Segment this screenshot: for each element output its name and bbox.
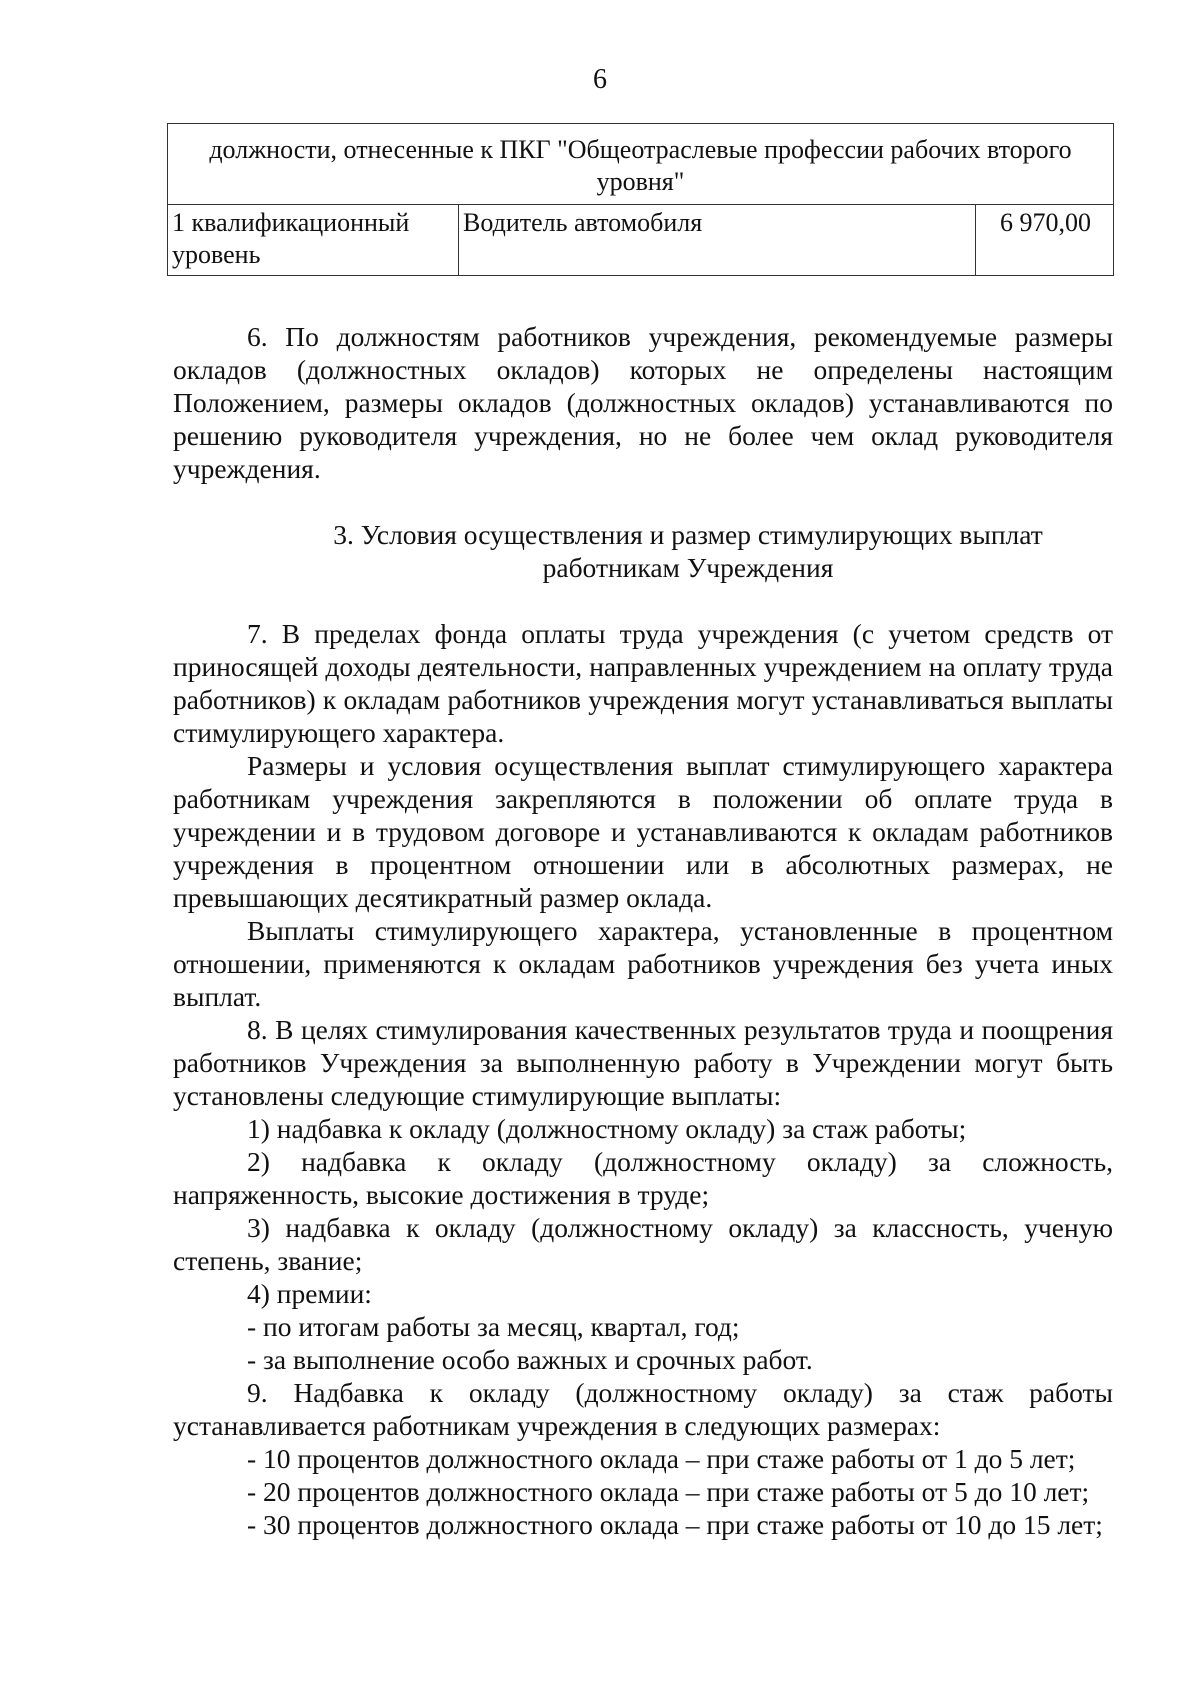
paragraph-7: 7. В пределах фонда оплаты труда учреждения (с учетом средств от приносящей доходы деятельности, направленных учреждением на оплату труда работников) к окладам работников учреждения могут устанавливаться выплаты стимулирующего характера.: [173, 618, 1113, 748]
section-heading-line-2: работникам Учреждения: [542, 552, 834, 583]
list-item-4: 4) премии:: [247, 1278, 372, 1309]
paragraph-sizes-conditions: Размеры и условия осуществления выплат стимулирующего характера работникам учреждения закрепляются в положении об оплате труда в учреждении и в трудовом договоре и устанавливаются к окладам работников учреждения в процентном отношении или в абсолютных размерах, не превышающих десятикратный размер оклада.: [173, 750, 1113, 913]
section-heading-line-1: 3. Условия осуществления и размер стимулирующих выплат: [333, 519, 1043, 550]
list-item-3: 3) надбавка к окладу (должностному окладу) за классность, ученую степень, звание;: [173, 1212, 1113, 1276]
list-item-bonus-period: - по итогам работы за месяц, квартал, год;: [247, 1311, 740, 1342]
paragraph-percent-payments: Выплаты стимулирующего характера, установленные в процентном отношении, применяются к окладам работников учреждения без учета иных выплат.: [173, 915, 1113, 1012]
page-number: 6: [593, 64, 607, 95]
table-group-header: должности, отнесенные к ПКГ "Общеотраслевые профессии рабочих второго уровня": [168, 124, 1114, 205]
paragraph-6: 6. По должностям работников учреждения, рекомендуемые размеры окладов (должностных окладов) которых не определены настоящим Положением, размеры окладов (должностных окладов) устанавливаются по решению руководителя учреждения, но не более чем оклад руководителя учреждения.: [173, 321, 1113, 484]
list-item-bonus-urgent: - за выполнение особо важных и срочных работ.: [247, 1344, 813, 1375]
paragraph-9: 9. Надбавка к окладу (должностному окладу) за стаж работы устанавливается работникам учреждения в следующих размерах:: [173, 1377, 1113, 1441]
list-item-1: 1) надбавка к окладу (должностному окладу) за стаж работы;: [247, 1113, 967, 1144]
list-item-10-percent: - 10 процентов должностного оклада – при стаже работы от 1 до 5 лет;: [247, 1443, 1076, 1474]
paragraph-8: 8. В целях стимулирования качественных результатов труда и поощрения работников Учреждения за выполненную работу в Учреждении могут быть установлены следующие стимулирующие выплаты:: [173, 1014, 1113, 1111]
position-name-cell: Водитель автомобиля: [459, 205, 976, 276]
section-heading: [238, 518, 1138, 584]
qualification-level-cell: 1 квалификационный уровень: [168, 205, 459, 276]
paragraphs-after-section: [173, 617, 1113, 1541]
list-item-20-percent: - 20 процентов должностного оклада – при стаже работы от 5 до 10 лет;: [247, 1476, 1090, 1507]
paragraphs-before-section: [173, 320, 1113, 485]
table-row: [168, 205, 1114, 276]
salary-amount-cell: 6 970,00: [976, 205, 1114, 276]
list-item-2: 2) надбавка к окладу (должностному окладу) за сложность, напряженность, высокие достижения в труде;: [173, 1146, 1113, 1210]
table-group-row: [168, 124, 1114, 205]
list-item-30-percent: - 30 процентов должностного оклада – при стаже работы от 10 до 15 лет;: [247, 1509, 1103, 1540]
salary-table: [167, 123, 1114, 276]
